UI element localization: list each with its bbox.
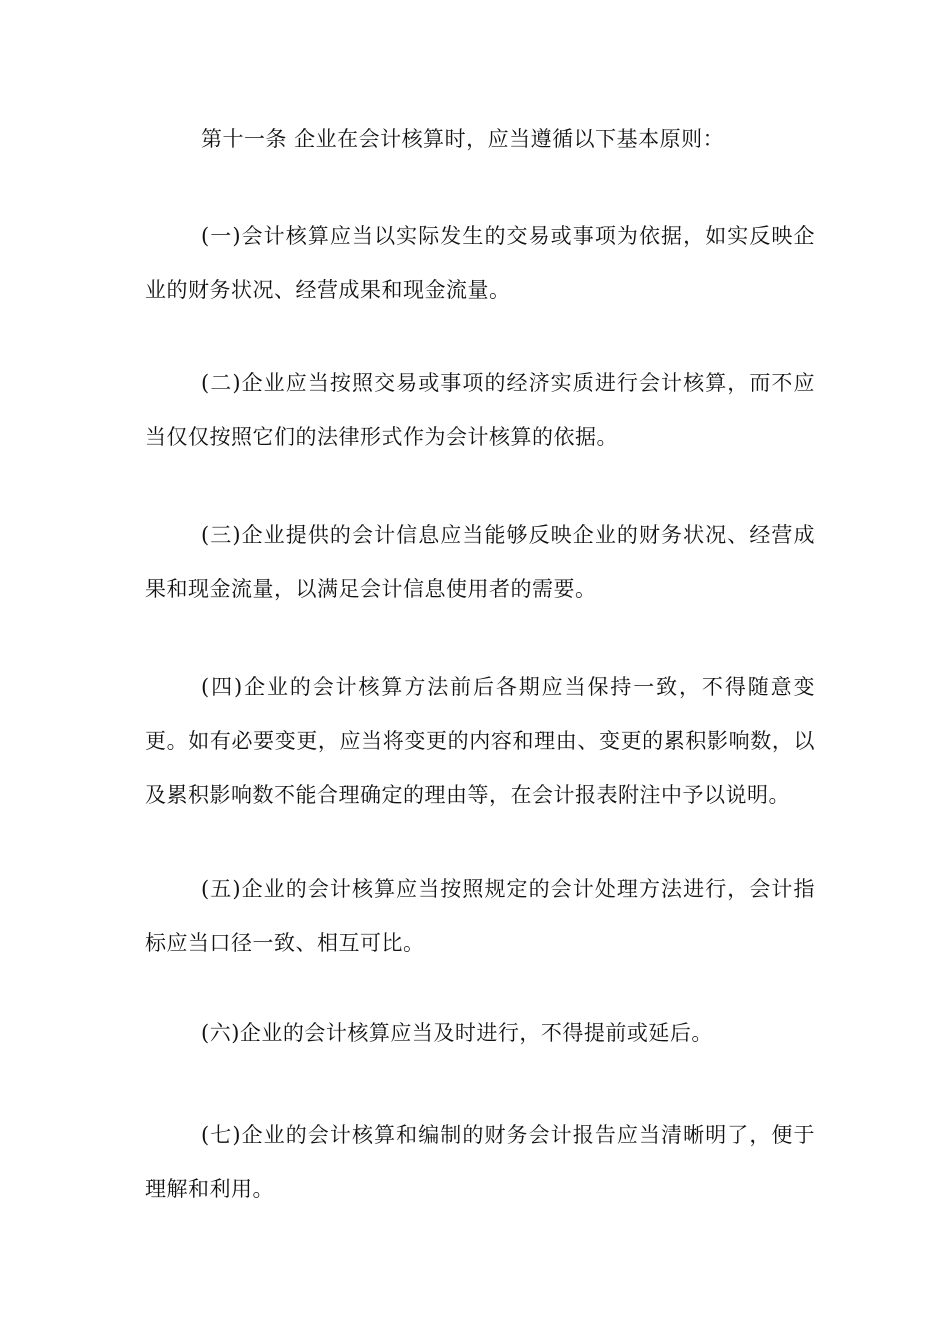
principle-paragraph-6: (六)企业的会计核算应当及时进行，不得提前或延后。 xyxy=(201,1021,713,1045)
principle-paragraph-5: (五)企业的会计核算应当按照规定的会计处理方法进行，会计指标应当口径一致、相互可比。 xyxy=(145,877,815,955)
principle-paragraph-1: (一)会计核算应当以实际发生的交易或事项为依据，如实反映企业的财务状况、经营成果和现金流量。 xyxy=(145,224,815,302)
principle-paragraph-2: (二)企业应当按照交易或事项的经济实质进行会计核算，而不应当仅仅按照它们的法律形式作为会计核算的依据。 xyxy=(145,371,815,449)
principle-paragraph-3: (三)企业提供的会计信息应当能够反映企业的财务状况、经营成果和现金流量，以满足会计信息使用者的需要。 xyxy=(145,523,815,601)
article-heading-paragraph: 第十一条 企业在会计核算时，应当遵循以下基本原则： xyxy=(201,127,725,151)
principle-paragraph-7: (七)企业的会计核算和编制的财务会计报告应当清晰明了，便于理解和利用。 xyxy=(145,1123,815,1201)
principle-paragraph-4: (四)企业的会计核算方法前后各期应当保持一致，不得随意变更。如有必要变更，应当将变更的内容和理由、变更的累积影响数，以及累积影响数不能合理确定的理由等，在会计报表附注中予以说明。 xyxy=(145,675,815,807)
